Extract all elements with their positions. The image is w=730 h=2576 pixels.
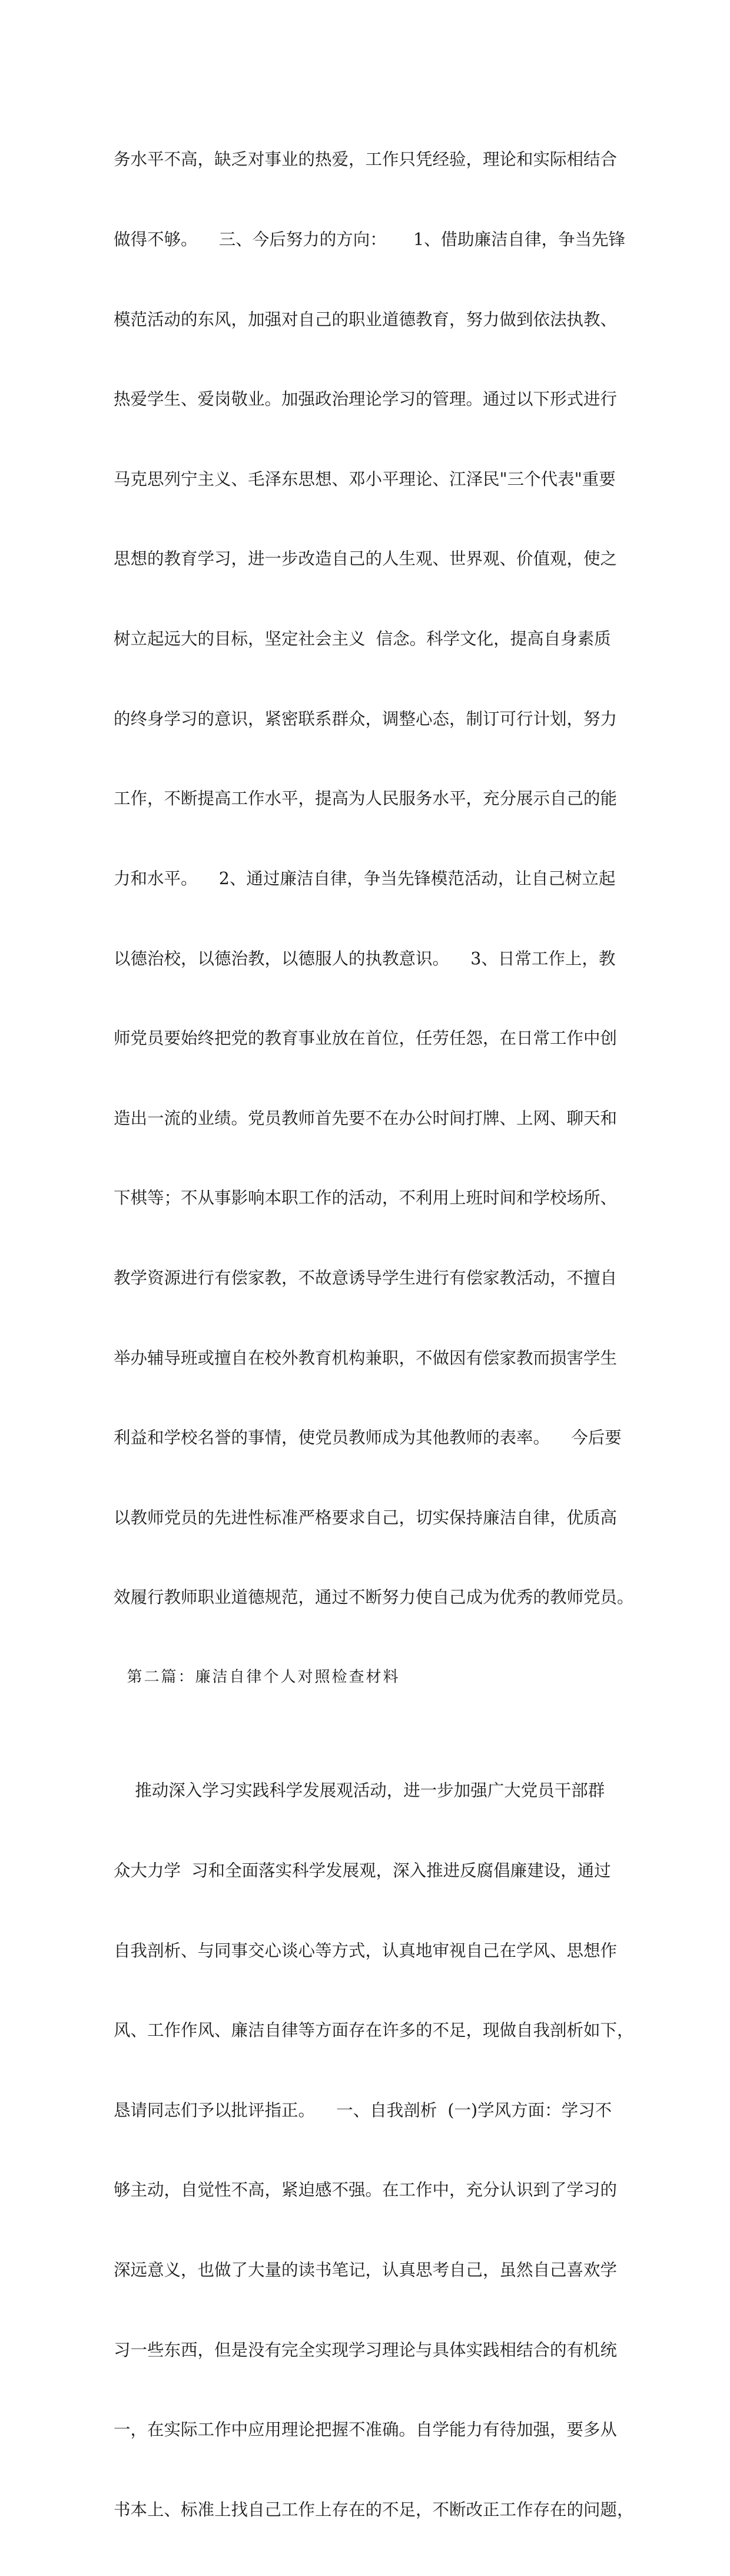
text-line: 务水平不高，缺乏对事业的热爱，工作只凭经验，理论和实际相结合 — [114, 150, 618, 170]
text-line: 教学资源进行有偿家教，不故意诱导学生进行有偿家教活动，不擅自 — [114, 1268, 618, 1288]
body-paragraph-1 — [114, 93, 634, 1664]
text-line: 举办辅导班或擅自在校外教育机构兼职，不做因有偿家教而损害学生 — [114, 1348, 618, 1368]
text-line: 一，在实际工作中应用理论把握不准确。自学能力有待加强，要多从 — [114, 2420, 618, 2440]
text-line: 以教师党员的先进性标准严格要求自己，切实保持廉洁自律，优质高 — [114, 1507, 618, 1527]
text-line: 恳请同志们予以批评指正。 一、自我剖析 (一)学风方面：学习不 — [114, 2100, 612, 2120]
text-line: 力和水平。 2、通过廉洁自律，争当先锋模范活动，让自己树立起 — [114, 868, 616, 888]
text-line: 下棋等；不从事影响本职工作的活动，不利用上班时间和学校场所、 — [114, 1188, 618, 1208]
text-line: 的终身学习的意识，紧密联系群众，调整心态，制订可行计划，努力 — [114, 709, 618, 729]
text-line: 自我剖析、与同事交心谈心等方式，认真地审视自己在学风、思想作 — [114, 1940, 618, 1960]
text-line: 热爱学生、爱岗敬业。加强政治理论学习的管理。通过以下形式进行 — [114, 389, 618, 409]
text-line: 师党员要始终把党的教育事业放在首位，任劳任怨，在日常工作中创 — [114, 1029, 618, 1049]
text-line: 够主动，自觉性不高，紧迫感不强。在工作中，充分认识到了学习的 — [114, 2180, 618, 2200]
text-line: 书本上、标准上找自己工作上存在的不足，不断改正工作存在的问题， — [114, 2499, 634, 2519]
text-line: 模范活动的东风，加强对自己的职业道德教育，努力做到依法执教、 — [114, 309, 618, 329]
text-line: 利益和学校名誉的事情，使党员教师成为其他教师的表率。 今后要 — [114, 1428, 622, 1448]
text-line: 马克思列宁主义、毛泽东思想、邓小平理论、江泽民"三个代表"重要 — [114, 469, 616, 489]
text-line: 工作，不断提高工作水平，提高为人民服务水平，充分展示自己的能 — [114, 789, 618, 809]
section-spacer — [114, 1690, 620, 1724]
text-line: 深远意义，也做了大量的读书笔记，认真思考自己，虽然自己喜欢学 — [114, 2260, 618, 2280]
text-line: 做得不够。 三、今后努力的方向： 1、借助廉洁自律，争当先锋 — [114, 230, 626, 250]
text-line: 风、工作作风、廉洁自律等方面存在许多的不足，现做自我剖析如下， — [114, 2021, 634, 2041]
text-line: 造出一流的业绩。党员教师首先要不在办公时间打牌、上网、聊天和 — [114, 1108, 618, 1128]
text-line: 效履行教师职业道德规范，通过不断努力使自己成为优秀的教师党员。 — [114, 1588, 634, 1608]
document-page — [114, 93, 634, 2576]
text-line: 习一些东西，但是没有完全实现学习理论与具体实践相结合的有机统 — [114, 2340, 618, 2360]
text-line: 以德治校，以德治教，以德服人的执教意识。 3、日常工作上，教 — [114, 948, 616, 968]
text-line: 推动深入学习实践科学发展观活动，进一步加强广大党员干部群 — [114, 1781, 605, 1801]
text-line: 众大力学 习和全面落实科学发展观，深入推进反腐倡廉建设，通过 — [114, 1861, 611, 1880]
text-line: 树立起远大的目标，坚定社会主义 信念。科学文化，提高自身素质 — [114, 629, 611, 649]
text-line: 思想的教育学习，进一步改造自己的人生观、世界观、价值观，使之 — [114, 549, 618, 569]
body-paragraph-2 — [114, 1724, 634, 2576]
section-heading: 第二篇：廉洁自律个人对照检查材料 — [114, 1668, 400, 1686]
